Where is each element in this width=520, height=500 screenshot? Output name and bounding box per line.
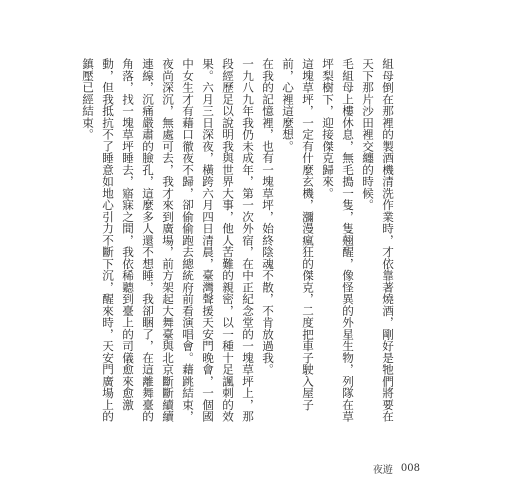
paragraph-3: 這塊草坪，一定有什麼玄機，瀰漫瘋狂的傑克，二度把車子駛入屋子前，心裡這麼想。 [281,58,315,411]
paragraph-4: 在我的記憶裡，也有一塊草坪，始終陰魂不散，不肯放過我。 [261,58,275,376]
paragraph-2: 毛組母上樓休息，無毛搗一隻，隻翹醒，像怪異的外星生物，列隊在草坪梨樹下，迎接傑克歸來。 [321,58,355,423]
paragraph-1: 組母倒在那裡的製酒機清洗作業時，才依靠著燒酒，剛好是牠們將要在天下那片沙田裡交纏的時候。 [361,58,395,423]
running-title: 夜遊 [372,464,393,476]
vertical-text-block [81,58,398,428]
page-footer [330,460,420,476]
page-number: 008 [400,462,420,474]
paragraph-5: 一九八九年我仍未成年，第一次外宿，在中正紀念堂的一塊草坪上，那段經歷足以說明我與世界大事，他人苦難的親密，以一種十足諷刺的效果。六月三日深夜，橫跨六月四日清晨，臺灣聲援天安門晚會，一個國中女生才有藉口徹夜不歸，卻偷偷跑去總統府前看演唱會。藉跳結束，夜尚深沉，無處可去，我才來到廣場，前方架起大舞臺與北京斷斷續續連線，沉痛嚴肅的臉孔，這麼多人還不想睡，我卻睏了，在這離舞臺的角落，找一塊草坪睡去，寤寐之間，我依稀聽到臺上的司儀愈來愈激動，但我抵抗不了睡意如地心引力不斷下沉，醒來時，天安門廣場上的鎮壓已經結束。 [81,58,255,423]
